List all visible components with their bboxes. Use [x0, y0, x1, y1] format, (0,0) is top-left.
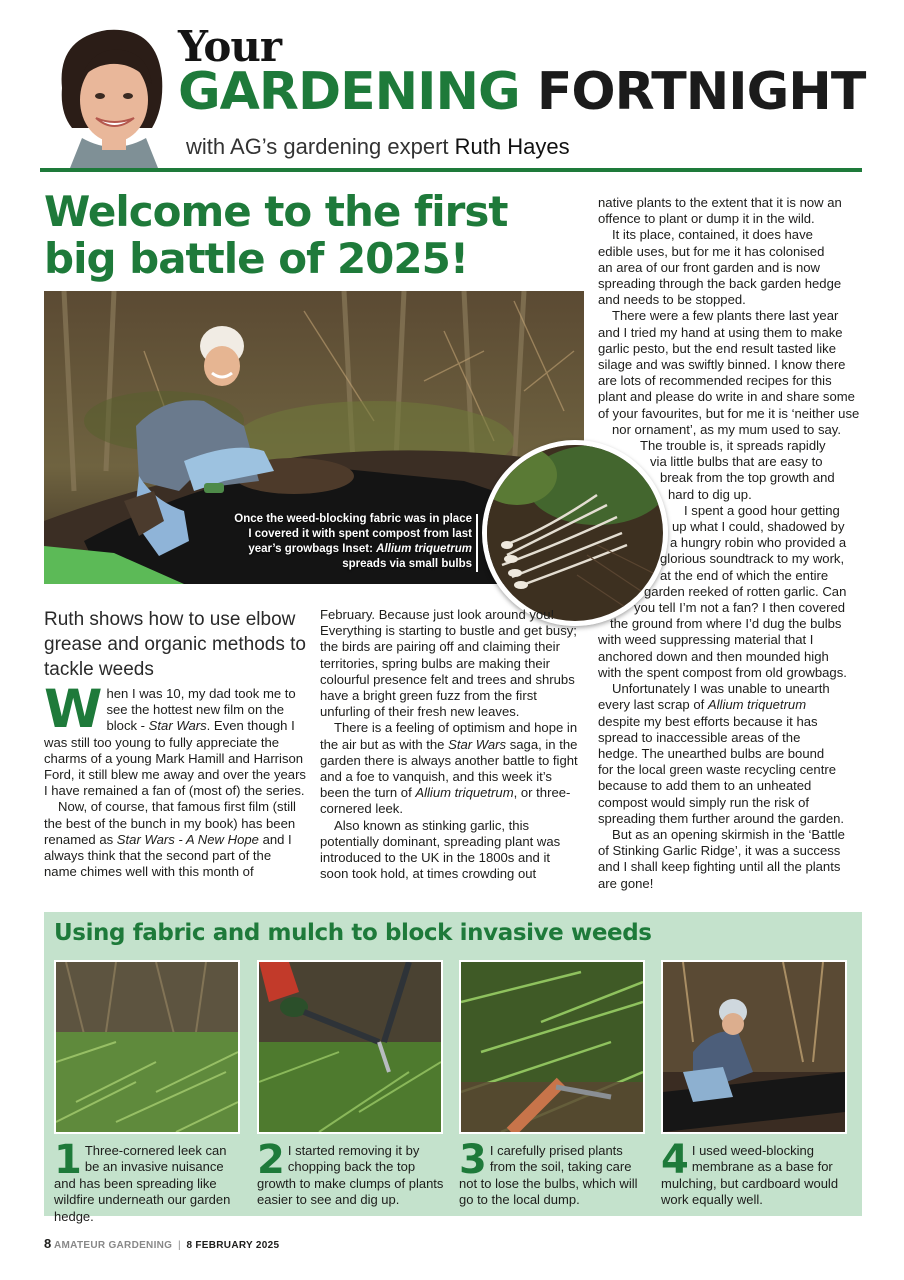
- header-divider: [40, 168, 862, 172]
- text-line: anchored down and then mounded high: [598, 648, 829, 664]
- article-headline: Welcome to the first big battle of 2025!: [44, 187, 508, 284]
- step-description: I started removing it by chopping back the top growth to make clumps of plants easier to see and dig up.: [257, 1143, 444, 1208]
- text-line: garden reeked of rotten garlic. Can: [644, 583, 847, 599]
- caption-inset-label: Inset:: [342, 543, 373, 555]
- text-line: The trouble is, it spreads rapidly: [640, 438, 826, 454]
- paragraph: Also known as stinking garlic, this potentially dominant, spreading plant was introduced to the UK in the 1800s and it soon took hold, at times crowding out: [320, 817, 561, 882]
- text-line: offence to plant or dump it in the wild.: [598, 211, 815, 227]
- text-run: saga, in the garden there is always another battle to fight and a foe to vanquish, and this week it’s been the turn of: [320, 736, 578, 801]
- text-line: and I tried my hand at using them to make: [598, 324, 843, 340]
- series-title-fortnight: FORTNIGHT: [536, 62, 866, 122]
- text-line: because to add them to an unheated: [598, 778, 812, 794]
- text-line: the ground from where I’d dug the bulbs: [610, 616, 842, 632]
- paragraph: [44, 799, 306, 880]
- text-line: silage and was swiftly binned. I know there: [598, 357, 846, 373]
- text-line: at the end of which the entire: [660, 567, 829, 583]
- drop-cap: W: [44, 679, 103, 740]
- step-number: 2: [257, 1137, 285, 1183]
- text-line: spreading through the back garden hedge: [598, 276, 842, 292]
- text-line: spreading them further around the garden.: [598, 810, 845, 826]
- step-description: I used weed-blocking membrane as a base for mulching, but cardboard would work equally well.: [661, 1143, 839, 1208]
- text-line: hard to dig up.: [668, 486, 752, 502]
- step-3-text: [459, 1137, 647, 1209]
- text-run: and I always think that the second part of the name chimes well with this month of: [44, 831, 292, 880]
- text-line: and needs to be stopped.: [598, 292, 746, 308]
- series-title-gardening: GARDENING: [178, 62, 520, 122]
- text-line: nor ornament’, as my mum used to say.: [612, 421, 841, 437]
- text-line: native plants to the extent that it is now an: [598, 195, 842, 210]
- step-3-photo: [459, 960, 645, 1134]
- text-line: [598, 697, 860, 713]
- text-run: Now, of course, that famous first film (still the best of the bunch in my book) has been renamed as: [44, 799, 296, 847]
- step-description: I carefully prised plants from the soil, taking care not to lose the bulbs, which will go to the local dump.: [459, 1143, 638, 1208]
- text-line: for the local green waste recycling centre: [598, 762, 836, 778]
- step-1-text: [54, 1137, 242, 1225]
- text-run: There is a feeling of optimism and hope in the air but as with the: [320, 720, 578, 752]
- text-line: Unfortunately I was unable to unearth: [612, 681, 830, 697]
- species-name: Allium triquetrum: [707, 697, 807, 713]
- text-run: , or three-cornered leek.: [320, 785, 571, 817]
- text-line: There were a few plants there last year: [612, 308, 839, 324]
- step-number: 1: [54, 1137, 82, 1183]
- text-line: But as an opening skirmish in the ‘Battle: [612, 826, 845, 842]
- text-line: via little bulbs that are easy to: [650, 454, 823, 470]
- text-line: up what I could, shadowed by: [672, 519, 845, 535]
- text-line: edible uses, but for me it has colonised: [598, 243, 825, 259]
- text-line: and I shall keep fighting until all the plants: [598, 859, 841, 875]
- body-column-3: [598, 195, 860, 892]
- film-title: Star Wars: [148, 718, 207, 734]
- text-line: a hungry robin who provided a: [670, 535, 847, 551]
- film-title: Star Wars - A New Hope: [116, 831, 259, 847]
- author-portrait: [52, 18, 170, 168]
- step-number: 3: [459, 1137, 487, 1183]
- step-4-text: [661, 1137, 849, 1209]
- text-line: of your favourites, but for me it is ‘neither use: [598, 405, 860, 421]
- text-line: despite my best efforts because it has: [598, 713, 818, 729]
- byline-prefix: with AG’s gardening expert: [186, 134, 455, 159]
- text-line: It its place, contained, it does have: [612, 227, 813, 243]
- issue-date: 8 FEBRUARY 2025: [186, 1240, 280, 1251]
- page-number: 8: [44, 1236, 52, 1251]
- step-4-photo: [661, 960, 847, 1134]
- species-name: Allium triquetrum: [415, 785, 514, 801]
- text-line: with weed suppressing material that I: [598, 632, 814, 648]
- film-title: Star Wars: [448, 736, 507, 752]
- step-description: Three-cornered leek can be an invasive nuisance and has been spreading like wildfire underneath our garden hedge.: [54, 1143, 231, 1224]
- text-run: . Even though I was still too young to fully appreciate the charms of a young Mark Hamill and Harrison Ford, it still blew me away and over the years I have remained a fan of (most of) the series.: [44, 718, 306, 799]
- footer-separator: |: [178, 1240, 181, 1251]
- series-title: [178, 62, 866, 122]
- text-line: an area of our front garden and is now: [598, 259, 821, 275]
- caption-text: Once the weed-blocking fabric was in place I covered it with spent compost from last year’s growbags: [234, 513, 472, 555]
- byline: [186, 134, 570, 160]
- caption-suffix: spreads via small bulbs: [342, 558, 472, 570]
- photo-caption: [232, 512, 472, 572]
- caption-species: Allium triquetrum: [376, 543, 472, 555]
- text-line: are gone!: [598, 875, 654, 891]
- text-line: plant and please do write in and share some: [598, 389, 855, 405]
- step-2-text: [257, 1137, 445, 1209]
- text-run: every last scrap of: [598, 697, 708, 713]
- byline-name: Ruth Hayes: [454, 134, 570, 159]
- text-line: spread to inaccessible areas of the: [598, 729, 801, 745]
- panel-title: Using fabric and mulch to block invasive weeds: [54, 920, 652, 946]
- text-line: I spent a good hour getting: [684, 502, 840, 518]
- text-line: break from the top growth and: [660, 470, 835, 486]
- text-line: garlic pesto, but the end result tasted like: [598, 340, 837, 356]
- step-1-photo: [54, 960, 240, 1134]
- paragraph: [320, 720, 582, 817]
- text-line: of Stinking Garlic Ridge’, it was a success: [598, 843, 841, 859]
- standfirst: Ruth shows how to use elbow grease and organic methods to tackle weeds: [44, 609, 306, 680]
- paragraph: [44, 679, 306, 799]
- text-line: you tell I’m not a fan? I then covered: [634, 600, 846, 616]
- header-your: Your: [178, 22, 282, 71]
- text-line: are lots of recommended recipes for this: [598, 373, 832, 389]
- page-footer: [44, 1236, 279, 1251]
- step-2-photo: [257, 960, 443, 1134]
- text-line: glorious soundtrack to my work,: [660, 551, 845, 567]
- paragraph: February. Because just look around you! Everything is starting to bustle and get busy; the birds are pairing off and claiming their territories, spring bulbs are making their colourful presence felt and trees and shrubs have a bright green fuzz from the first unfurling of their fresh new leaves.: [320, 607, 577, 720]
- body-column-1: [44, 679, 306, 880]
- body-column-2: [320, 607, 582, 882]
- text-line: compost would simply run the risk of: [598, 794, 810, 810]
- text-run: hen I was 10, my dad took me to see the hottest new film on the block -: [106, 686, 296, 734]
- text-line: with the spent compost from old growbags.: [598, 664, 847, 680]
- publication-name: AMATEUR GARDENING: [54, 1240, 173, 1251]
- caption-rule: [476, 514, 478, 572]
- text-line: hedge. The unearthed bulbs are bound: [598, 745, 825, 761]
- step-number: 4: [661, 1137, 689, 1183]
